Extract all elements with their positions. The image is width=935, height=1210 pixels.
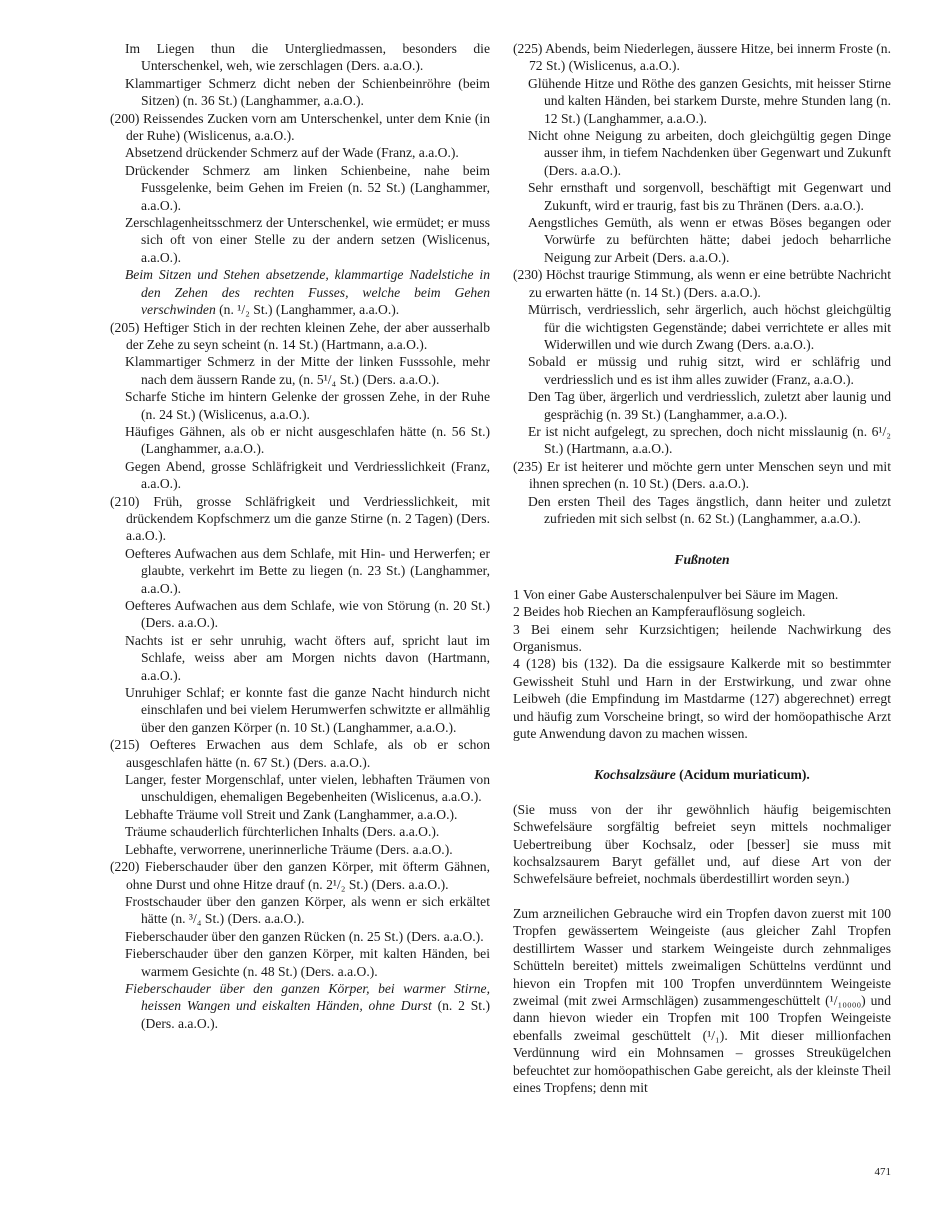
entry-text: Sehr ernsthaft und sorgenvoll, beschäftigt mit Gegenwart und Zukunft, wird er traurig, fast bis zu Thränen (Ders. a.a.O.).	[528, 180, 891, 213]
entry-text: Unruhiger Schlaf; er konnte fast die ganze Nacht hindurch nicht einschlafen und bei vielem Herumwerfen schwitzte er allmählig über den ganzen Körper (n. 10 St.) (Langhammer, a.a.O.).	[125, 685, 490, 735]
symptom-entry	[513, 75, 891, 127]
entry-number: (215)	[110, 737, 150, 753]
entry-text: Den Tag über, ärgerlich und verdriesslich, zuletzt aber launig und gesprächig (n. 39 St.) (Langhammer, a.a.O.).	[528, 389, 891, 422]
symptom-list-right	[513, 40, 891, 527]
entry-text: Drückender Schmerz am linken Schienbeine, nahe beim Fussgelenke, beim Gehen im Freien (n. 52 St.) (Langhammer, a.a.O.).	[125, 162, 490, 213]
entry-text: Sobald er müssig und ruhig sitzt, wird er schläfrig und verdriesslich und es ist ihm alles zuwider (Franz, a.a.O.).	[528, 354, 891, 387]
intro-paragraph: (Sie muss von der ihr gewöhnlich häufig beigemischten Schwefelsäure sorgfältig befreiet seyn mittels nochmaliger Uebertreibung über Kochsalz, oder [besser] sie muss mit kochsalzsaurem Baryt gefället und, auf diese Art von der Schwefelsäure befreiet, nochmals überdestillirt worden seyn.)	[513, 801, 891, 887]
symptom-entry	[110, 771, 490, 806]
footnotes-list	[513, 586, 891, 743]
entry-text: Oefteres Aufwachen aus dem Schlafe, mit Hin- und Herwerfen; er glaubte, verkehrt im Bette zu liegen (n. 23 St.) (Langhammer, a.a.O.).	[125, 545, 490, 596]
symptom-entry	[513, 388, 891, 423]
symptom-entry	[513, 353, 891, 388]
entry-source: (n. 2 St.) (Ders. a.a.O.).	[141, 998, 490, 1031]
entry-text: Er ist heiterer und möchte gern unter Menschen seyn und mit ihnen sprechen (n. 10 St.) (Ders. a.a.O.).	[529, 458, 891, 492]
entry-text: Lebhafte Träume voll Streit und Zank (Langhammer, a.a.O.).	[125, 806, 458, 822]
entry-text: Er ist nicht aufgelegt, zu sprechen, doch nicht misslaunig (n. 6¹/₂ St.) (Hartmann, a.a.O.).	[528, 423, 891, 457]
symptom-entry	[110, 858, 490, 893]
symptom-entry	[513, 458, 891, 493]
footnote: 3 Bei einem sehr Kurzsichtigen; heilende Nachwirkung des Organismus.	[513, 621, 891, 654]
symptom-entry	[110, 162, 490, 214]
symptom-entry	[110, 458, 490, 493]
entry-text: Glühende Hitze und Röthe des ganzen Gesichts, mit heisser Stirne und kalten Händen, bei starkem Durste, mehre Stunden lang (n. 12 St.) (Langhammer, a.a.O.).	[528, 75, 891, 126]
entry-text: Träume schauderlich fürchterlichen Inhalts (Ders. a.a.O.).	[125, 824, 440, 840]
symptom-entry	[513, 214, 891, 266]
entry-text: Scharfe Stiche im hintern Gelenke der grossen Zehe, in der Ruhe (n. 24 St.) (Wislicenus, a.a.O.).	[125, 389, 490, 422]
symptom-entry	[110, 40, 490, 75]
symptom-entry	[513, 40, 891, 75]
entry-text: Gegen Abend, grosse Schläfrigkeit und Verdriesslichkeit (Franz, a.a.O.).	[125, 458, 490, 492]
section-title-german: Kochsalzsäure	[594, 767, 676, 783]
symptom-entry	[513, 301, 891, 353]
entry-text: Aengstliches Gemüth, als wenn er etwas Böses begangen oder Vorwürfe zu befürchten hätte; dabei jedoch beharrliche Neigung zur Arbeit (Ders. a.a.O.).	[528, 215, 891, 265]
entry-number: (230)	[513, 267, 546, 283]
page-number: 471	[874, 1166, 891, 1178]
entry-text: Fieberschauder über den ganzen Körper, mit öfterm Gähnen, ohne Durst und ohne Hitze drauf (n. 2¹/₂ St.) (Ders. a.a.O.).	[126, 859, 490, 892]
right-column	[513, 40, 891, 1096]
entry-number: (200)	[110, 110, 144, 126]
symptom-entry	[110, 928, 490, 945]
entry-text: Abends, beim Niederlegen, äussere Hitze, bei innerm Froste (n. 72 St.) (Wislicenus, a.a.O.).	[529, 41, 891, 74]
symptom-entry	[110, 684, 490, 736]
symptom-entry	[110, 893, 490, 928]
entry-source: (n. ¹/₂ St.) (Langhammer, a.a.O.).	[215, 302, 400, 318]
entry-text: Absetzend drückender Schmerz auf der Wade (Franz, a.a.O.).	[125, 145, 459, 161]
entry-text: Frostschauder über den ganzen Körper, als wenn er sich erkältet hätte (n. ³/₄ St.) (Ders. a.a.O.).	[125, 893, 490, 927]
entry-text: Im Liegen thun die Untergliedmassen, besonders die Unterschenkel, weh, wie zerschlagen (Ders. a.a.O.).	[125, 41, 490, 74]
symptom-entry	[513, 179, 891, 214]
footnote: 4 (128) bis (132). Da die essigsaure Kalkerde mit so bestimmter Gewissheit Stuhl und Harn in der Erstwirkung, und zwar ohne Leibweh (die Empfindung im Mastdarme (127) abgerechnet) erregt und häufig zum Vorscheine bringt, so wird der homöopathische Arzt gute Anwendung davon zu machen wissen.	[513, 656, 891, 742]
entry-text: Den ersten Theil des Tages ängstlich, dann heiter und zuletzt zufrieden mit sich selbst (n. 62 St.) (Langhammer, a.a.O.).	[528, 493, 891, 526]
entry-text: Oefteres Erwachen aus dem Schlafe, als ob er schon ausgeschlafen hätte (n. 67 St.) (Ders. a.a.O.).	[126, 737, 490, 770]
symptom-entry	[513, 266, 891, 301]
left-column	[110, 40, 490, 1032]
entry-number: (210)	[110, 493, 154, 509]
entry-text: Mürrisch, verdriesslich, sehr ärgerlich, auch höchst gleichgültig für die wichtigsten Gegenstände; dabei verrichtete er alles mit Widerwillen und wie durch Zwang (Ders. a.a.O.).	[528, 302, 891, 352]
symptom-entry	[110, 493, 490, 545]
symptom-entry	[110, 144, 490, 161]
entry-number: (225)	[513, 41, 546, 56]
entry-text: Nicht ohne Neigung zu arbeiten, doch gleichgültig gegen Dinge ausser ihm, in tiefem Nachdenken über Gegenwart und Zukunft (Ders. a.a.O.).	[528, 128, 891, 178]
symptom-entry	[110, 214, 490, 266]
symptom-entry	[110, 423, 490, 458]
symptom-entry	[110, 632, 490, 684]
symptom-entry	[110, 388, 490, 423]
entry-number: (235)	[513, 458, 547, 474]
entry-text: Heftiger Stich in der rechten kleinen Zehe, der aber ausserhalb der Zehe zu seyn scheint (n. 14 St.) (Hartmann, a.a.O.).	[126, 319, 490, 352]
symptom-entry	[110, 266, 490, 318]
footnote: 2 Beides hob Riechen an Kampferauflösung sogleich.	[513, 604, 806, 620]
entry-text: Lebhafte, verworrene, unerinnerliche Träume (Ders. a.a.O.).	[125, 841, 453, 857]
symptom-entry	[110, 75, 490, 110]
symptom-entry	[110, 353, 490, 388]
entry-text: Klammartiger Schmerz in der Mitte der linken Fusssohle, mehr nach dem äussern Rande zu, (n. 5¹/₄ St.) (Ders. a.a.O.).	[125, 354, 490, 387]
symptom-entry	[110, 597, 490, 632]
entry-text: Klammartiger Schmerz dicht neben der Schienbeinröhre (beim Sitzen) (n. 36 St.) (Langhammer, a.a.O.).	[125, 75, 490, 109]
entry-text: Zerschlagenheitsschmerz der Unterschenkel, wie ermüdet; er muss sich oft von einer Stelle zu der andern setzen (Wislicenus, a.a.O.).	[125, 215, 490, 265]
symptom-entry	[513, 423, 891, 458]
symptom-entry	[110, 736, 490, 771]
symptom-entry	[110, 806, 490, 823]
symptom-entry	[110, 841, 490, 858]
symptom-entry	[110, 319, 490, 354]
entry-text: Reissendes Zucken vorn am Unterschenkel, unter dem Knie (in der Ruhe) (Wislicenus, a.a.O.).	[126, 110, 490, 144]
footnote: 1 Von einer Gabe Austerschalenpulver bei Säure im Magen.	[513, 586, 839, 602]
footnotes-heading: Fußnoten	[674, 552, 730, 568]
entry-text: Häufiges Gähnen, als ob er nicht ausgeschlafen hätte (n. 56 St.) (Langhammer, a.a.O.).	[125, 423, 490, 457]
entry-text: Höchst traurige Stimmung, als wenn er eine betrübte Nachricht zu erwarten hätte (n. 14 St.) (Ders. a.a.O.).	[529, 267, 891, 300]
section-title-latin: (Acidum muriaticum).	[679, 767, 810, 783]
entry-text: Oefteres Aufwachen aus dem Schlafe, wie von Störung (n. 20 St.) (Ders. a.a.O.).	[125, 598, 490, 631]
entry-text: Früh, grosse Schläfrigkeit und Verdriesslichkeit, mit drückendem Kopfschmerz um die ganze Stirne (n. 2 Tagen) (Ders. a.a.O.).	[126, 493, 491, 544]
body-paragraph: Zum arzneilichen Gebrauche wird ein Tropfen davon zuerst mit 100 Tropfen gewässertem Weingeiste (aus gleicher Zahl Tropfen destillirtem Wasser und starkem Weingeiste durch zehnmaliges Schütteln bereitet) mittels zweimaligen Schüttelns verdünnt und hievon ein Tropfen mit 100 Tropfen unverdünntem Weingeiste zweimal (mit zwei Armschlägen) zusammengeschüttelt (¹/₁₀₀₀₀) und dann hievon wieder ein Tropfen mit 100 Tropfen Weingeiste ebenfalls zweimal geschüttelt (¹/₁). Mit dieser millionfachen Verdünnung wird ein Mohnsamen – grosses Streukügelchen befeuchtet zur homöopathischen Gabe gereicht, als der kleinste Theil eines Tropfens; denn mit	[513, 905, 891, 1095]
symptom-entry	[513, 127, 891, 179]
section-title	[513, 766, 891, 783]
symptom-entry	[110, 980, 490, 1032]
symptom-entry	[513, 493, 891, 528]
symptom-entry	[110, 945, 490, 980]
entry-text: Fieberschauder über den ganzen Rücken (n. 25 St.) (Ders. a.a.O.).	[125, 928, 484, 944]
symptom-entry	[110, 545, 490, 597]
entry-text: Langer, fester Morgenschlaf, unter vielen, lebhaften Träumen von unschuldigen, ehemaligen Begebenheiten (Wislicenus, a.a.O.).	[125, 772, 490, 805]
symptom-entry	[110, 110, 490, 145]
entry-text: Fieberschauder über den ganzen Körper, bei warmer Stirne, heissen Wangen und eiskalten Händen, ohne Durst	[125, 980, 490, 1014]
entry-text: Beim Sitzen und Stehen absetzende, klammartige Nadelstiche in den Zehen des rechten Fusses, welche beim Gehen verschwinden	[125, 267, 490, 318]
entry-text: Fieberschauder über den ganzen Körper, mit kalten Händen, bei warmem Gesichte (n. 48 St.) (Ders. a.a.O.).	[125, 946, 490, 979]
entry-number: (220)	[110, 859, 145, 875]
entry-number: (205)	[110, 319, 144, 335]
symptom-entry	[110, 823, 490, 840]
entry-text: Nachts ist er sehr unruhig, wacht öfters auf, spricht laut im Schlafe, weiss aber am Morgen nichts davon (Hartmann, a.a.O.).	[125, 632, 490, 683]
